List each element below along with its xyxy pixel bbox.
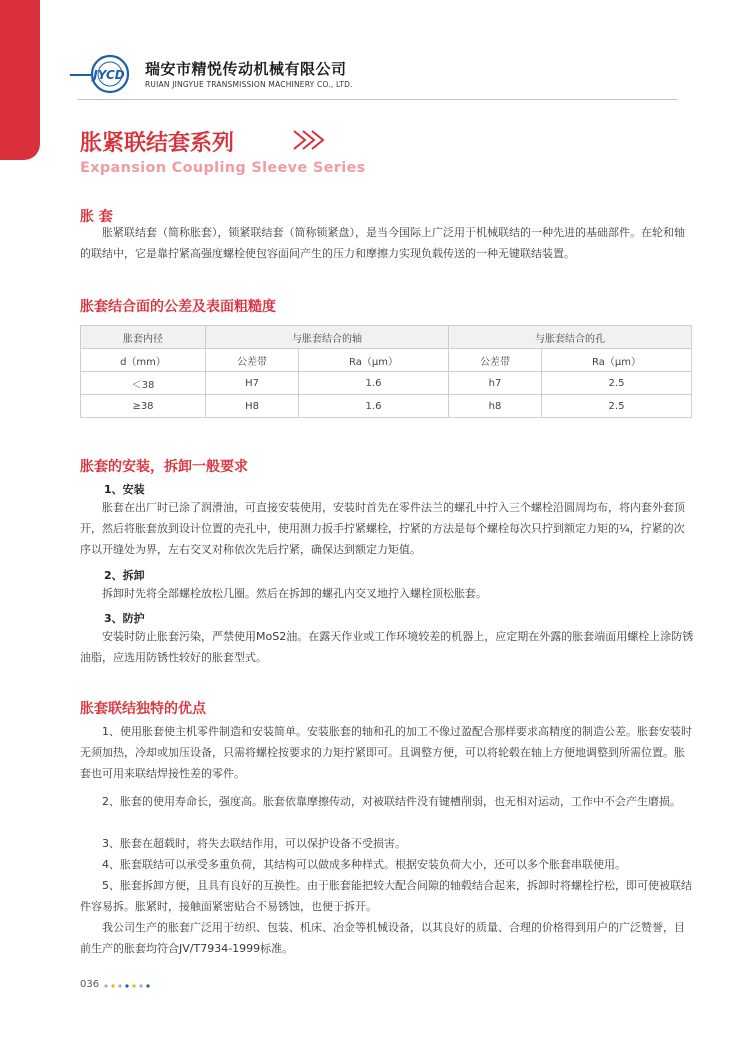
decorative-dots-icon	[103, 982, 153, 990]
advantage-paragraph: 5、胀套拆卸方便，且具有良好的互换性。由于胀套能把较大配合间隙的轴毂结合起来，拆卸时将螺栓拧松，即可使被联结件容易拆。胀紧时，接触面紧密贴合不易锈蚀，也便于拆开。	[80, 879, 692, 913]
advantage-paragraph: 4、胀套联结可以承受多重负荷，其结构可以做成多种样式。根据安装负荷大小，还可以多个胀套串联使用。	[102, 858, 626, 871]
logo-lettering: JYCD	[93, 68, 125, 82]
red-corner-tab	[0, 0, 40, 160]
advantage-paragraph: 我公司生产的胀套广泛用于纺织、包装、机床、冶金等机械设备，以其良好的质量、合理的价格得到用户的广泛赞誉，目前生产的胀套均符合JV/T7934-1999标准。	[80, 921, 685, 955]
section-heading-tolerance: 胀套结合面的公差及表面粗糙度	[80, 299, 276, 315]
section-heading-install: 胀套的安装，拆卸一般要求	[80, 459, 248, 475]
th-hole-tol: 公差带	[448, 349, 541, 372]
cell-shaft-ra: 1.6	[299, 372, 449, 395]
tolerance-table	[80, 325, 692, 418]
section-heading-advantages: 胀套联结独特的优点	[80, 701, 206, 717]
cell-hole-ra: 2.5	[542, 395, 692, 418]
page-number: 036	[80, 979, 100, 990]
cell-shaft-tol: H8	[206, 395, 299, 418]
th-shaft-ra: Ra（μm）	[299, 349, 449, 372]
series-subtitle-en: Expansion Coupling Sleeve Series	[80, 160, 366, 176]
company-logo	[70, 48, 140, 100]
cell-hole-tol: h7	[448, 372, 541, 395]
intro-paragraph: 胀紧联结套（简称胀套），锁紧联结套（简称锁紧盘），是当今国际上广泛用于机械联结的一种先进的基础部件。在轮和轴的联结中，它是靠拧紧高强度螺栓使包容面间产生的压力和摩擦力实现负载传送的一种无键联结装置。	[80, 226, 685, 260]
subheading-install: 1、安装	[104, 483, 145, 496]
cell-shaft-tol: H7	[206, 372, 299, 395]
cell-d: ＜38	[81, 372, 206, 395]
cell-d: ≥38	[81, 395, 206, 418]
header-divider	[78, 99, 678, 100]
subheading-remove: 2、拆卸	[104, 569, 145, 582]
table-row	[81, 395, 692, 418]
company-name-en: RUIAN JINGYUE TRANSMISSION MACHINERY CO., LTD.	[145, 80, 353, 89]
advantage-paragraph: 3、胀套在超载时，将失去联结作用，可以保护设备不受损害。	[102, 837, 406, 850]
th-d-unit: d（mm）	[81, 349, 206, 372]
advantage-paragraph: 2、胀套的使用寿命长，强度高。胀套依靠摩擦传动，对被联结件没有键槽削弱，也无相对运动，工作中不会产生磨损。	[102, 795, 681, 808]
th-shaft-tol: 公差带	[206, 349, 299, 372]
remove-paragraph: 拆卸时先将全部螺栓放松几圈。然后在拆卸的螺孔内交叉地拧入螺栓顶松胀套。	[102, 587, 487, 600]
advantage-paragraph: 1、使用胀套使主机零件制造和安装简单。安装胀套的轴和孔的加工不像过盈配合那样要求高精度的制造公差。胀套安装时无须加热，冷却或加压设备，只需将螺栓按要求的力矩拧紧即可。且调整方便，可以将轮毂在轴上方便地调整到所需位置。胀套也可用来联结焊接性差的零件。	[80, 725, 692, 780]
double-chevron-icon	[290, 128, 330, 152]
th-inner-diameter: 胀套内径	[81, 326, 206, 349]
cell-hole-ra: 2.5	[542, 372, 692, 395]
th-hole: 与胀套结合的孔	[448, 326, 691, 349]
company-name-cn: 瑞安市精悦传动机械有限公司	[145, 60, 347, 78]
subheading-protect: 3、防护	[104, 612, 145, 625]
series-title: 胀紧联结套系列	[80, 131, 235, 156]
table-header-row	[81, 326, 692, 349]
protect-paragraph: 安装时防止胀套污染，严禁使用MoS2油。在露天作业或工作环境较差的机器上，应定期在外露的胀套端面用螺栓上涂防锈油脂，应选用防锈性较好的胀套型式。	[80, 630, 694, 664]
th-shaft: 与胀套结合的轴	[206, 326, 449, 349]
install-paragraph: 胀套在出厂时已涂了润滑油，可直接安装使用，安装时首先在零件法兰的螺孔中拧入三个螺栓沿圆周均布，将内套外套顶开，然后将胀套放到设计位置的壳孔中，使用测力扳手拧紧螺栓，拧紧的方法是每个螺栓每次只拧到额定力矩的¼，拧紧的次序以开缝处为界，左右交叉对称依次先后拧紧，确保达到额定力矩值。	[80, 501, 685, 556]
table-row	[81, 372, 692, 395]
table-subheader-row	[81, 349, 692, 372]
cell-shaft-ra: 1.6	[299, 395, 449, 418]
section-heading-intro: 胀 套	[80, 209, 113, 225]
th-hole-ra: Ra（μm）	[542, 349, 692, 372]
cell-hole-tol: h8	[448, 395, 541, 418]
